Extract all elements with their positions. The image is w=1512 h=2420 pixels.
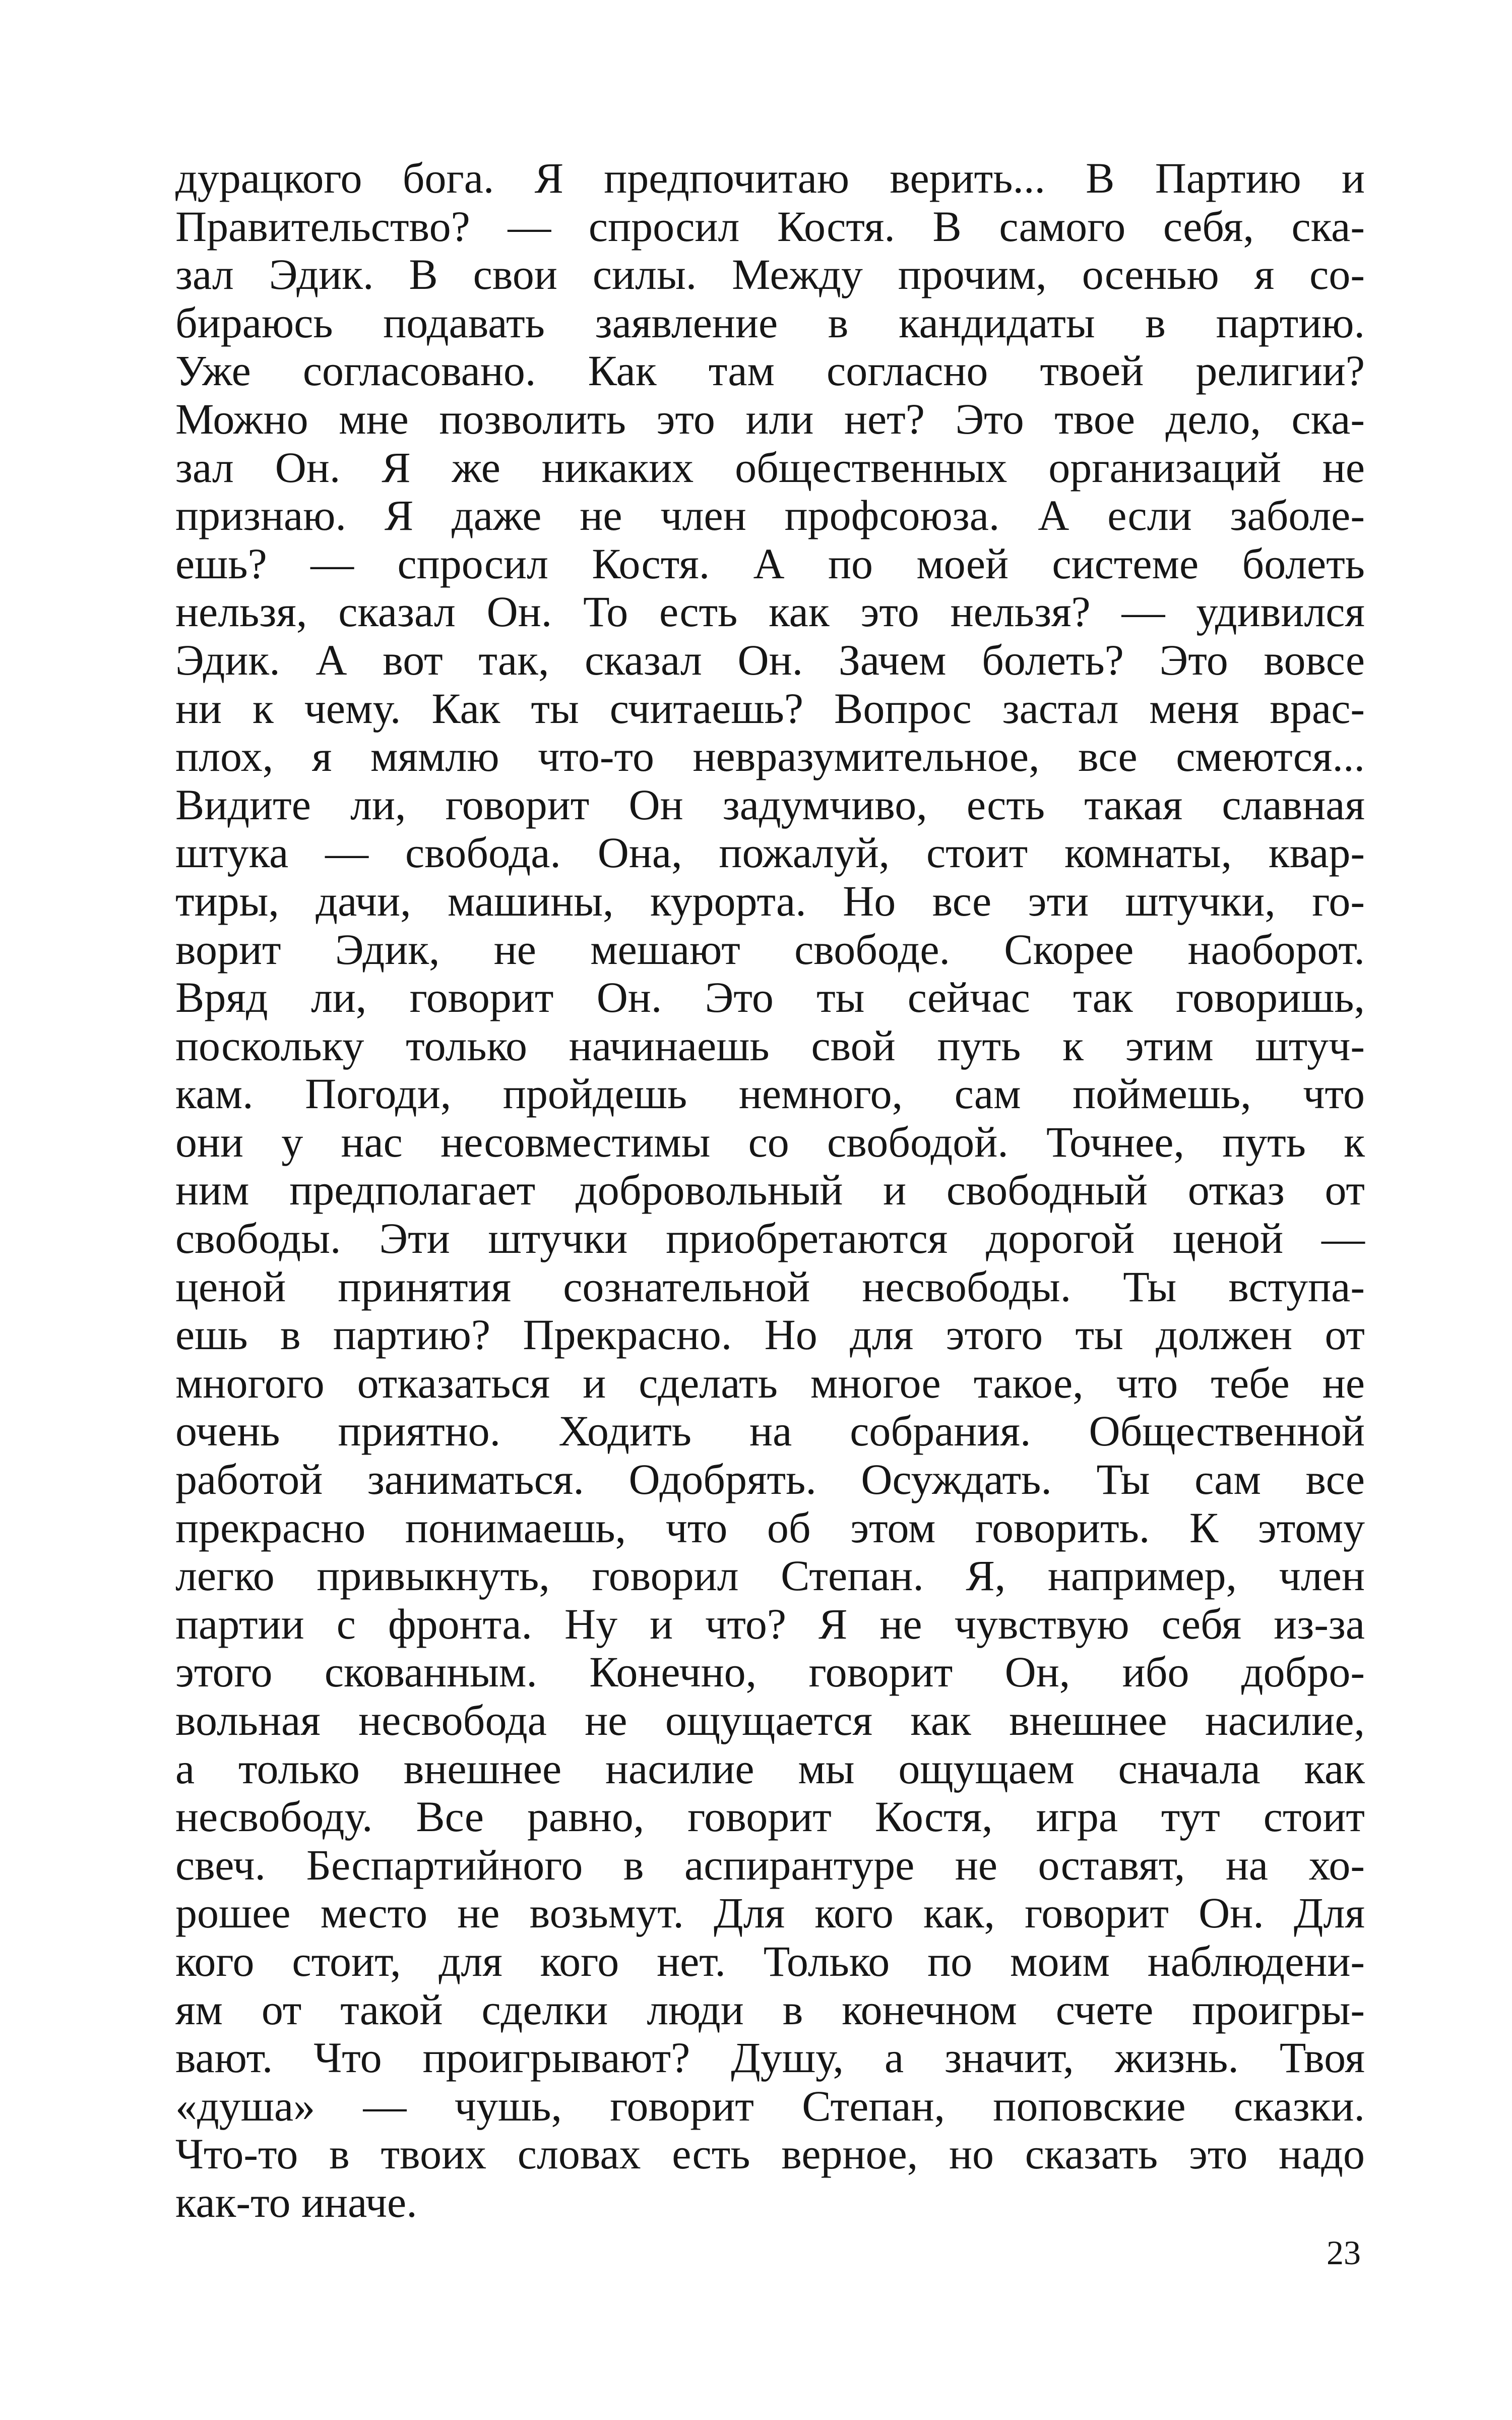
text-line: Вряд ли, говорит Он. Это ты сейчас так говоришь,: [175, 973, 1365, 1022]
text-line: признаю. Я даже не член профсоюза. А если заболе-: [175, 491, 1365, 540]
text-line: Видите ли, говорит Он задумчиво, есть такая славная: [175, 780, 1365, 829]
text-line: Уже согласовано. Как там согласно твоей религии?: [175, 346, 1365, 395]
text-line: зал Эдик. В свои силы. Между прочим, осенью я со-: [175, 250, 1365, 299]
text-line: легко привыкнуть, говорил Степан. Я, например, член: [175, 1551, 1365, 1600]
text-line: а только внешнее насилие мы ощущаем сначала как: [175, 1744, 1365, 1793]
text-line: дурацкого бога. Я предпочитаю верить... В Партию и: [175, 154, 1365, 202]
text-line: кам. Погоди, пройдешь немного, сам поймешь, что: [175, 1069, 1365, 1118]
text-line: ни к чему. Как ты считаешь? Вопрос застал меня врас-: [175, 684, 1365, 733]
text-line: кого стоит, для кого нет. Только по моим наблюдени-: [175, 1937, 1365, 1985]
text-line: свободы. Эти штучки приобретаются дорогой ценой —: [175, 1214, 1365, 1263]
text-line: вают. Что проигрывают? Душу, а значит, жизнь. Твоя: [175, 2033, 1365, 2082]
text-line: ешь? — спросил Костя. А по моей системе болеть: [175, 539, 1365, 588]
text-line: нельзя, сказал Он. То есть как это нельзя? — удивился: [175, 587, 1365, 636]
text-line: работой заниматься. Одобрять. Осуждать. Ты сам все: [175, 1455, 1365, 1504]
text-line: они у нас несовместимы со свободой. Точнее, путь к: [175, 1117, 1365, 1166]
text-line: ям от такой сделки люди в конечном счете проигры-: [175, 1985, 1365, 2034]
text-line: вольная несвобода не ощущается как внешнее насилие,: [175, 1696, 1365, 1744]
text-line: прекрасно понимаешь, что об этом говорить. К этому: [175, 1503, 1365, 1552]
text-line: многого отказаться и сделать многое такое, что тебе не: [175, 1358, 1365, 1407]
text-line: несвободу. Все равно, говорит Костя, игра тут стоит: [175, 1792, 1365, 1841]
text-line: поскольку только начинаешь свой путь к этим штуч-: [175, 1021, 1365, 1070]
text-line: Правительство? — спросил Костя. В самого себя, ска-: [175, 202, 1365, 251]
text-line: свеч. Беспартийного в аспирантуре не оставят, на хо-: [175, 1840, 1365, 1889]
text-line: Можно мне позволить это или нет? Это твое дело, ска-: [175, 394, 1365, 443]
body-text: [175, 154, 1365, 2227]
text-line: рошее место не возьмут. Для кого как, говорит Он. Для: [175, 1889, 1365, 1938]
text-line: ценой принятия сознательной несвободы. Ты вступа-: [175, 1262, 1365, 1311]
page-number: 23: [1327, 2233, 1361, 2272]
text-line: зал Он. Я же никаких общественных организаций не: [175, 443, 1365, 492]
text-line: Эдик. А вот так, сказал Он. Зачем болеть? Это вовсе: [175, 635, 1365, 684]
text-line: тиры, дачи, машины, курорта. Но все эти штучки, го-: [175, 876, 1365, 925]
text-line: ворит Эдик, не мешают свободе. Скорее наоборот.: [175, 925, 1365, 974]
text-line: партии с фронта. Ну и что? Я не чувствую себя из-за: [175, 1599, 1365, 1648]
text-line: ним предполагает добровольный и свободный отказ от: [175, 1166, 1365, 1215]
text-line: бираюсь подавать заявление в кандидаты в партию.: [175, 298, 1365, 347]
text-line: этого скованным. Конечно, говорит Он, ибо добро-: [175, 1648, 1365, 1697]
text-line: очень приятно. Ходить на собрания. Общественной: [175, 1407, 1365, 1456]
text-line: Что-то в твоих словах есть верное, но сказать это надо: [175, 2130, 1365, 2179]
text-line: ешь в партию? Прекрасно. Но для этого ты должен от: [175, 1310, 1365, 1359]
text-line: как-то иначе.: [175, 2177, 417, 2226]
text-line: «душа» — чушь, говорит Степан, поповские сказки.: [175, 2081, 1365, 2130]
text-line: плох, я мямлю что-то невразумительное, все смеются...: [175, 732, 1365, 781]
text-line: штука — свобода. Она, пожалуй, стоит комнаты, квар-: [175, 828, 1365, 877]
